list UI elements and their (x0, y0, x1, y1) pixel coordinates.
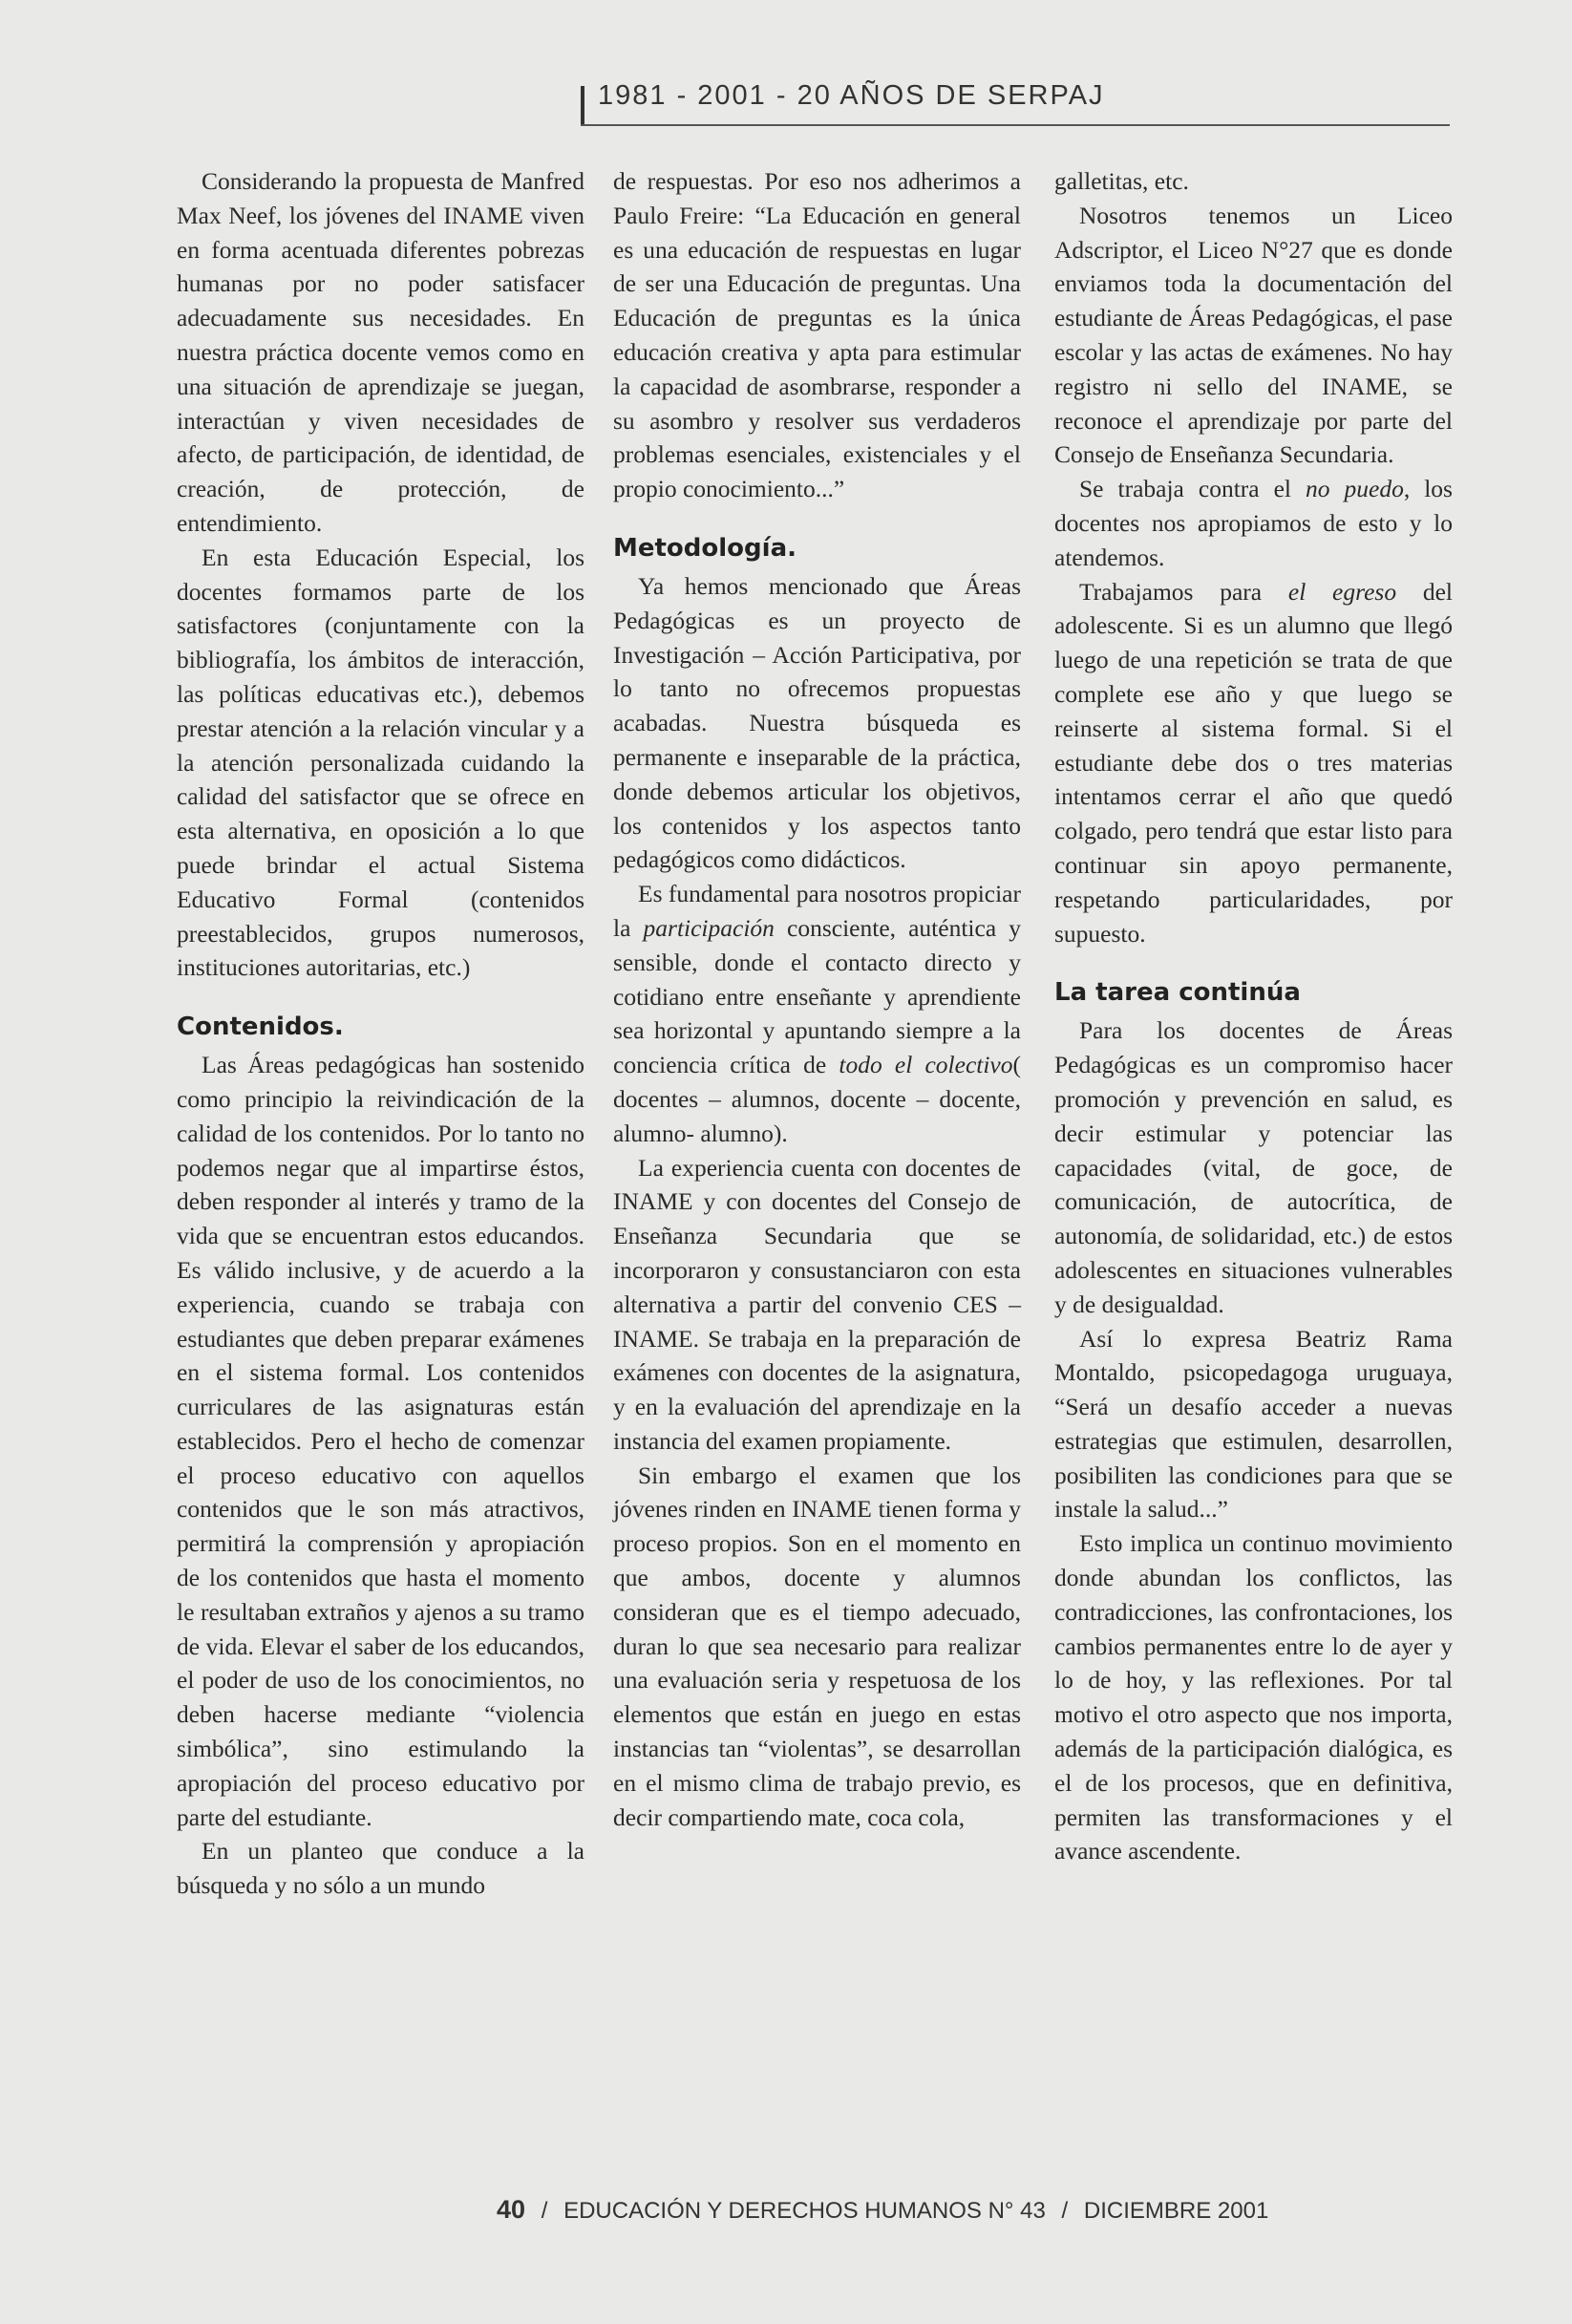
paragraph: En esta Educación Especial, los docentes formamos parte de los satisfactores (conjuntamente con la bibliografía, los ámbitos de interacción, las políticas educativas etc.), debemos prestar atención a la relación vincular y a la atención personalizada cuidando la calidad del satisfactor que se ofrece en esta alternativa, en oposición a lo que puede brindar el actual Sistema Educativo Formal (contenidos preestablecidos, grupos numerosos, instituciones autoritarias, etc.) (177, 543, 584, 982)
text-run: Se trabaja contra el (1079, 475, 1306, 503)
paragraph: Nosotros tenemos un Liceo Adscriptor, el Liceo N°27 que es donde enviamos toda la documentación del estudiante de Áreas Pedagógicas, el pase escolar y las actas de exámenes. No hay registro ni sello del INAME, se reconoce el aprendizaje por parte del Consejo de Enseñanza Secundaria. (1054, 201, 1453, 469)
column-3 (1054, 164, 1453, 1868)
page-footer (497, 2195, 1269, 2225)
text-run: Es fundamental para nosotros propiciar la (613, 880, 1021, 942)
paragraph (613, 877, 1021, 1150)
text-run: consciente, auténtica y sensible, donde el contacto directo y cotidiano entre enseñante y aprendiente sea horizontal y apuntando siempre a la conciencia crítica de (613, 913, 1021, 1079)
paragraph: Sin embargo el examen que los jóvenes rinden en INAME tienen forma y proceso propios. Son en el momento en que ambos, docente y alumnos consideran que es el tiempo adecuado, duran lo que sea necesario para realizar una evaluación seria y respetuosa de los elementos que están en juego en estas instancias tan “violentas”, se desarrollan en el mismo clima de trabajo previo, es decir compartiendo mate, coca cola, (613, 1460, 1021, 1831)
paragraph: En un planteo que conduce a la búsqueda y no sólo a un mundo (177, 1837, 584, 1900)
emphasis: no puedo (1306, 475, 1404, 503)
paragraph (1054, 575, 1453, 951)
paragraph: de respuestas. Por eso nos adherimos a Paulo Freire: “La Educación en general es una educación de respuestas en lugar de ser una Educación de preguntas. Una Educación de preguntas es la única educación creativa y apta para estimular la capacidad de asombrarse, responder a su asombro y resolver sus verdaderos problemas esenciales, existenciales y el propio conocimiento...” (613, 167, 1021, 503)
text-run: ( docentes – alumnos, docente – docente, alumno- alumno). (613, 1051, 1022, 1147)
publication-date: DICIEMBRE 2001 (1083, 2198, 1269, 2224)
paragraph: galletitas, etc. (1054, 167, 1189, 195)
paragraph: Para los docentes de Áreas Pedagógicas es un compromiso hacer promoción y prevención en salud, es decir estimular y potenciar las capacidades (vital, de goce, de comunicación, de autocrítica, de autonomía, de solidaridad, etc.) de estos adolescentes en situaciones vulnerables y de desigualdad. (1054, 1016, 1453, 1318)
column-2 (613, 164, 1021, 1834)
paragraph: La experiencia cuenta con docentes de INAME y con docentes del Consejo de Enseñanza Secundaria que se incorporaron y consustanciaron con esta alternativa a partir del convenio CES – INAME. Se trabaja en la preparación de exámenes con docentes de la asignatura, y en la evaluación del aprendizaje en la instancia del examen propiamente. (613, 1153, 1021, 1455)
paragraph: Ya hemos mencionado que Áreas Pedagógicas es un proyecto de Investigación – Acción Participativa, por lo tanto no ofrecemos propuestas acabadas. Nuestra búsqueda es permanente e inseparable de la práctica, donde debemos articular los objetivos, los contenidos y los aspectos tanto pedagógicos como didácticos. (613, 571, 1021, 874)
page-number: 40 (497, 2195, 526, 2224)
emphasis: participación (643, 913, 775, 942)
text-run: del adolescente. Si es un alumno que llegó luego de una repetición se trata de que complete ese año y que luego se reinserte al sistema formal. Si el estudiante debe dos o tres materias intentamos cerrar el año que quedó colgado, pero tendrá que estar listo para continuar sin apoyo permanente, respetando particularidades, por supuesto. (1054, 577, 1453, 948)
footer-separator: / (541, 2198, 548, 2224)
paragraph: Considerando la propuesta de Manfred Max Neef, los jóvenes del INAME viven en forma acentuada diferentes pobrezas humanas por no poder satisfacer adecuadamente sus necesidades. En nuestra práctica docente vemos como en una situación de aprendizaje se juegan, interactúan y viven necesidades de afecto, de participación, de identidad, de creación, de protección, de entendimiento. (177, 167, 584, 537)
header-title: 1981 - 2001 - 20 AÑOS DE SERPAJ (598, 80, 1105, 111)
text-run: Trabajamos para (1079, 577, 1288, 606)
emphasis: el egreso (1287, 577, 1397, 606)
text-run: , los docentes nos apropiamos de esto y lo atendemos. (1054, 475, 1453, 571)
column-1 (177, 164, 584, 1903)
section-heading-metodologia: Metodología. (613, 533, 797, 563)
paragraph: Así lo expresa Beatriz Rama Montaldo, psicopedagoga uruguaya, “Será un desafío acceder a nuevas estrategias que estimulen, desarrollen, posibiliten las condiciones para que se instale la salud...” (1054, 1324, 1453, 1524)
publication-name: EDUCACIÓN Y DERECHOS HUMANOS N° 43 (563, 2198, 1046, 2224)
paragraph: Las Áreas pedagógicas han sostenido como principio la reivindicación de la calidad de los contenidos. Por lo tanto no podemos negar que al impartirse éstos, deben responder al interés y tramo de la vida que se encuentran estos educandos. Es válido inclusive, y de acuerdo a la experiencia, cuando se trabaja con estudiantes que deben preparar exámenes en el sistema formal. Los contenidos curriculares de las asignaturas están establecidos. Pero el hecho de comenzar el proceso educativo con aquellos contenidos que le son más atractivos, permitirá la comprensión y apropiación de los contenidos que hasta el momento le resultaban extraños y ajenos a su tramo de vida. Elevar el saber de los educandos, el poder de uso de los conocimientos, no deben hacerse mediante “violencia simbólica”, sino estimulando la apropiación del proceso educativo por parte del estudiante. (177, 1051, 584, 1831)
emphasis: todo el colectivo (839, 1051, 1013, 1079)
section-heading-contenidos: Contenidos. (177, 1013, 344, 1042)
paragraph (1054, 472, 1453, 574)
paragraph: Esto implica un continuo movimiento donde abundan los conflictos, las contradicciones, las confrontaciones, los cambios permanentes entre lo de ayer y lo de hoy, y las reflexiones. Por tal motivo el otro aspecto que nos importa, además de la participación dialógica, es el de los procesos, que en definitiva, permiten las transformaciones y el avance ascendente. (1054, 1529, 1453, 1866)
running-header (581, 80, 1450, 126)
footer-separator: / (1061, 2198, 1069, 2224)
section-heading-la-tarea-continua: La tarea continúa (1054, 978, 1301, 1008)
header-bar (581, 86, 584, 124)
